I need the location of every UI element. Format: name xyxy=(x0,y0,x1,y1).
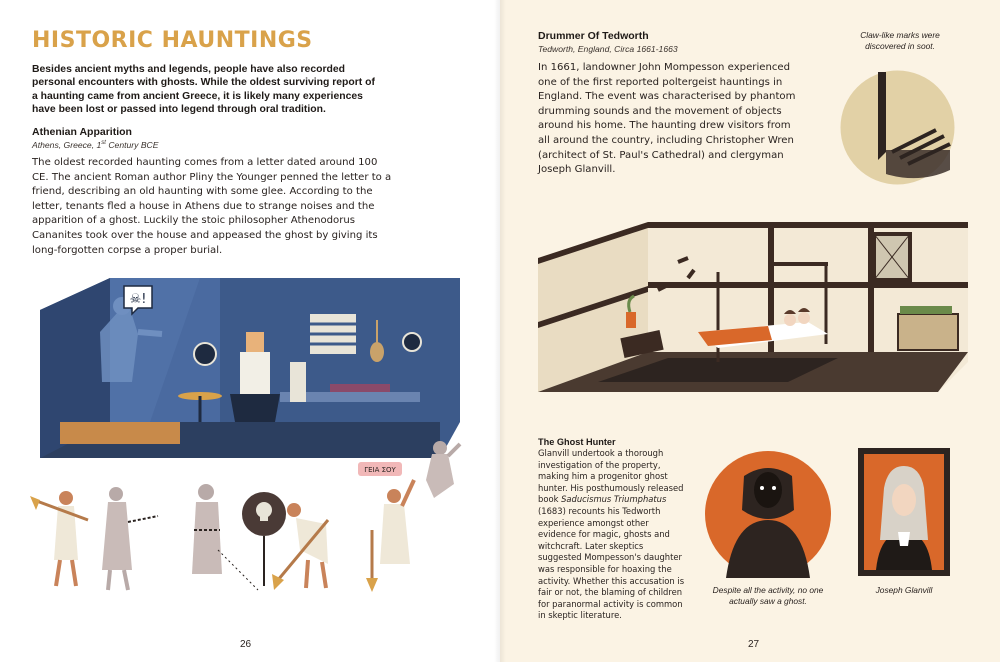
burial-sequence-illustration xyxy=(28,440,468,600)
section-subtitle-athenian: Athens, Greece, 1st Century BCE xyxy=(32,140,159,150)
section-title-drummer: Drummer Of Tedworth xyxy=(538,30,649,42)
section-subtitle-drummer: Tedworth, England, Circa 1661-1663 xyxy=(538,44,678,54)
section-body-athenian: The oldest recorded haunting comes from a letter dated around 100 CE. The ancient Roman author Pliny the Younger penned the letter to a friend, describing an old haunting with some glee. According to the letter, tenants fled a house in Athens due to strange noises and the apparition of a ghost. Luckily the stoic philosopher Athenodorus Cananites took over the house and appeased the ghost by giving its long-forgotten corpse a proper burial. xyxy=(32,157,392,256)
intro-paragraph: Besides ancient myths and legends, people have also recorded personal encounters with ghosts. While the oldest surviving report of a haunting came from ancient Greece, it is likely many experiences have been lost or passed into legend through oral tradition. xyxy=(32,64,375,116)
ghost-leading xyxy=(102,487,158,590)
section-title-ghost-hunter: The Ghost Hunter xyxy=(538,437,616,447)
figure-with-shovel xyxy=(30,491,88,586)
section-body-ghost-hunter: Glanvill undertook a thorough investigation of the property, making him a progenitor ghost hunter. His posthumously released book Saducismus Triumphatus (1683) recounts his Tedworth experience amongst other evidence for magic, ghosts and witchcraft. Later skeptics suggested Mompesson's daughter was responsible for hoaxing the activity. Whether this accusation is fair or not, the blaming of children for paranormal activity is common in skeptic literature. xyxy=(538,448,685,621)
right-page xyxy=(500,0,1000,662)
section-title-athenian: Athenian Apparition xyxy=(32,126,132,138)
waving-figure xyxy=(358,462,414,592)
book-gutter xyxy=(494,0,506,662)
floating-ghost xyxy=(426,441,460,498)
tedworth-house-illustration xyxy=(538,222,968,402)
section-body-drummer: In 1661, landowner John Mompesson experienced one of the first reported poltergeist hauntings in England. The event was characterised by phantom drumming sounds and the movement of objects around his home. The haunting drew visitors from all around the country, including Christopher Wren (architect of St. Paul's Cathedral) and clergyman Joseph Glanvill. xyxy=(538,62,796,176)
ghost-figure-illustration xyxy=(704,450,832,578)
soot-claw-marks-illustration xyxy=(840,70,955,185)
claw-marks-caption: Claw-like marks were discovered in soot. xyxy=(860,30,940,51)
skull-sign xyxy=(242,492,286,586)
page-number-right: 27 xyxy=(748,639,760,650)
athens-house-illustration xyxy=(40,272,460,462)
page-title: HISTORIC HAUNTINGS xyxy=(32,28,313,53)
svg-text:☠!: ☠! xyxy=(129,292,147,307)
page-number-left: 26 xyxy=(240,639,252,650)
glanvill-portrait xyxy=(858,448,950,576)
ghost-caption: Despite all the activity, no one actually saw a ghost. xyxy=(712,585,824,606)
portrait-caption: Joseph Glanvill xyxy=(875,585,933,595)
speech-bubble-text: ΓΕΙΑ ΣΟΥ xyxy=(364,466,396,474)
